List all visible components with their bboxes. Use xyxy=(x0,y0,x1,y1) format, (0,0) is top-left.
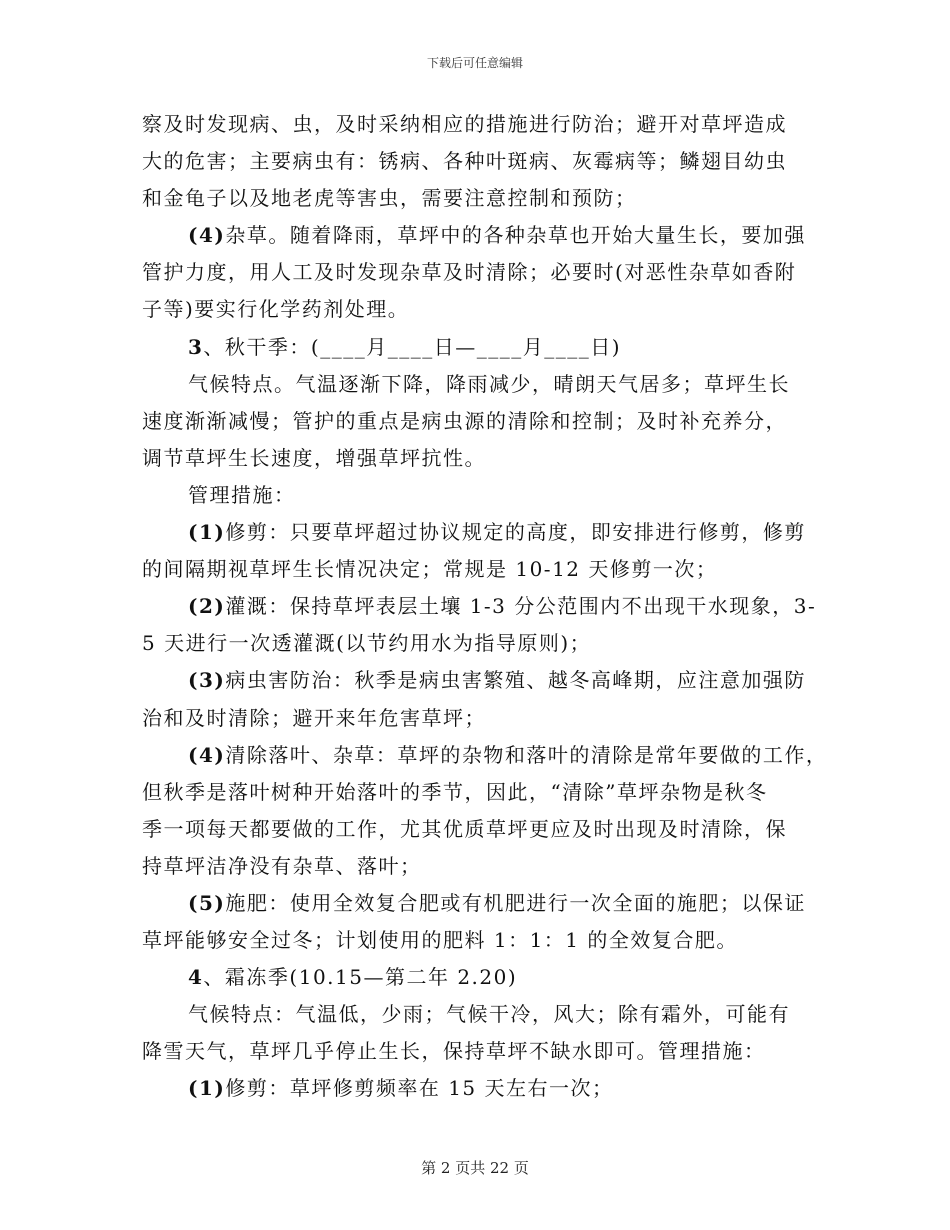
text-line xyxy=(142,588,832,625)
text-line xyxy=(142,848,832,885)
line-text: 管护力度，用人工及时发现杂草及时清除；必要时(对恶性杂草如香附 xyxy=(142,260,797,285)
item-number: (1) xyxy=(188,520,226,545)
line-text: 修剪：草坪修剪频率在 15 天左右一次； xyxy=(225,1076,614,1101)
line-text: 清除落叶、杂草：草坪的杂物和落叶的清除是常年要做的工作， xyxy=(225,742,828,767)
item-number: (4) xyxy=(188,742,226,767)
text-line xyxy=(142,366,832,403)
text-line xyxy=(142,440,832,477)
line-text: 察及时发现病、虫，及时采纳相应的措施进行防治；避开对草坪造成 xyxy=(142,112,787,136)
item-number: (3) xyxy=(188,668,226,693)
text-line xyxy=(142,106,832,143)
text-line xyxy=(142,477,832,514)
line-text: 降雪天气，草坪几乎停止生长，保持草坪不缺水即可。管理措施： xyxy=(142,1039,766,1064)
line-text: 速度渐渐减慢；管护的重点是病虫源的清除和控制；及时补充养分， xyxy=(142,408,787,433)
text-line xyxy=(142,996,832,1033)
item-number: 3 xyxy=(188,334,204,359)
text-line xyxy=(142,329,832,366)
text-line xyxy=(142,514,832,551)
line-text: 调节草坪生长速度，增强草坪抗性。 xyxy=(142,445,486,470)
line-text: 和金龟子以及地老虎等害虫，需要注意控制和预防； xyxy=(142,186,637,211)
text-line xyxy=(142,922,832,959)
text-line xyxy=(142,143,832,180)
text-line xyxy=(142,217,832,254)
text-line xyxy=(142,959,832,996)
line-text: 修剪：只要草坪超过协议规定的高度，即安排进行修剪，修剪 xyxy=(225,520,806,545)
page-footer: 第 2 页共 22 页 xyxy=(421,1159,529,1177)
item-number: (1) xyxy=(188,1076,226,1101)
text-line xyxy=(142,737,832,774)
text-line xyxy=(142,551,832,588)
text-line xyxy=(142,403,832,440)
document-body xyxy=(142,106,832,1108)
line-text: 杂草。随着降雨，草坪中的各种杂草也开始大量生长，要加强 xyxy=(225,223,806,248)
line-text: 5 天进行一次透灌溉(以节约用水为指导原则)； xyxy=(142,631,592,656)
text-line xyxy=(142,811,832,848)
page-header: 下载后可任意编辑 xyxy=(426,56,523,70)
text-line xyxy=(142,662,832,699)
text-line xyxy=(142,625,832,662)
item-number: (4) xyxy=(188,223,226,248)
text-line xyxy=(142,1070,832,1107)
line-text: 灌溉：保持草坪表层土壤 1-3 分公范围内不出现干水现象，3- xyxy=(225,594,817,619)
line-text: 但秋季是落叶树种开始落叶的季节，因此，“清除”草坪杂物是秋冬 xyxy=(142,779,768,804)
text-line xyxy=(142,254,832,291)
text-line xyxy=(142,291,832,328)
line-text: 持草坪洁净没有杂草、落叶； xyxy=(142,853,422,878)
line-text: 治和及时清除；避开来年危害草坪； xyxy=(142,705,486,730)
text-line xyxy=(142,180,832,217)
line-text: 、霜冻季(10.15—第二年 2.20) xyxy=(203,965,518,990)
line-text: 、秋干季：(____月____日—____月____日) xyxy=(203,334,622,359)
text-line xyxy=(142,700,832,737)
line-text: 子等)要实行化学药剂处理。 xyxy=(142,297,410,322)
line-text: 管理措施： xyxy=(188,482,296,507)
line-text: 季一项每天都要做的工作，尤其优质草坪更应及时出现及时清除，保 xyxy=(142,816,787,841)
text-line xyxy=(142,774,832,811)
document-text xyxy=(142,106,832,1108)
text-line xyxy=(142,885,832,922)
line-text: 大的危害；主要病虫有：锈病、各种叶斑病、灰霉病等；鳞翅目幼虫 xyxy=(142,149,787,174)
item-number: (5) xyxy=(188,890,226,915)
line-text: 施肥：使用全效复合肥或有机肥进行一次全面的施肥；以保证 xyxy=(225,890,806,915)
line-text: 草坪能够安全过冬；计划使用的肥料 1：1：1 的全效复合肥。 xyxy=(142,928,738,953)
text-line xyxy=(142,1033,832,1070)
line-text: 气候特点。气温逐渐下降，降雨减少，晴朗天气居多；草坪生长 xyxy=(188,371,790,396)
item-number: 4 xyxy=(188,965,204,990)
line-text: 气候特点：气温低，少雨；气候干冷，风大；除有霜外，可能有 xyxy=(188,1002,790,1027)
line-text: 的间隔期视草坪生长情况决定；常规是 10-12 天修剪一次； xyxy=(142,557,718,582)
line-text: 病虫害防治：秋季是病虫害繁殖、越冬高峰期，应注意加强防 xyxy=(225,668,806,693)
item-number: (2) xyxy=(188,594,226,619)
